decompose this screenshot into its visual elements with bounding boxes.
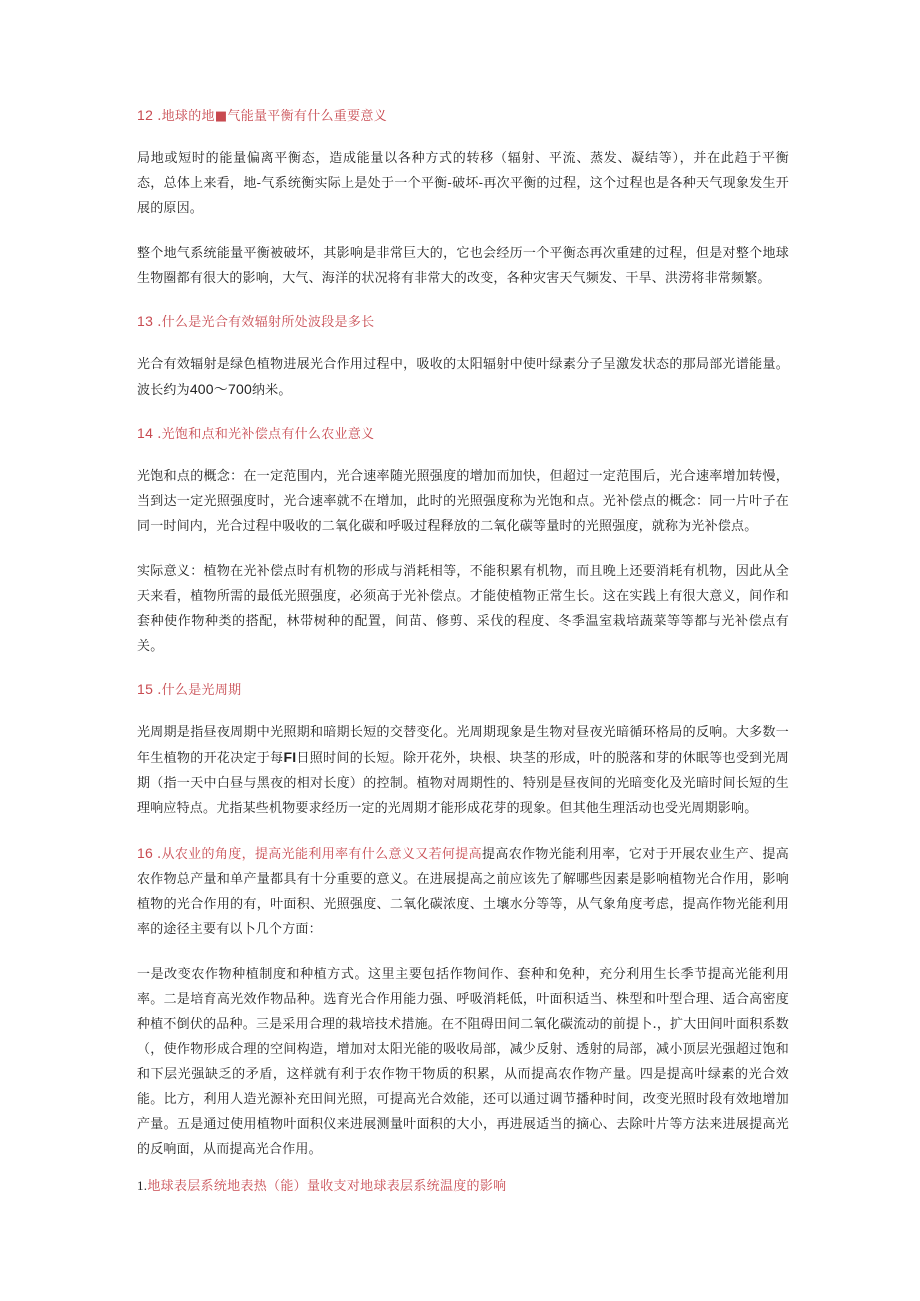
section-number: 13 (137, 313, 154, 329)
paragraph-text: 光合有效辐射是绿色植物进展光合作用过程中，吸收的太阳辐射中使叶绿素分子呈激发状态的那局部光谱能量。波长约为 (137, 357, 789, 398)
paragraph: 光饱和点的概念：在一定范围内，光合速率随光照强度的增加而加快，但超过一定范围后，光合速率增加转慢，当到达一定光照强度时，光合速率就不在增加，此时的光照强度称为光饱和点。光补偿点的概念：同一片叶子在同一时间内，光合过程中吸收的二氧化碳和呼吸过程释放的二氧化碳等量时的光照强度，就称为光补偿点。 (137, 469, 789, 534)
final-heading (137, 1176, 789, 1197)
section-number: 14 (137, 425, 154, 441)
paragraph-text: 提高农作物光能利用率，它对于开展农业生产、提高农作物总产量和单产量都具有十分重要的意义。在进展提高之前应该先了解哪些因素是影响植物光合作用，影响植物的光合作用的有，叶面积、光照强度、二氧化碳浓度、土壤水分等等，从气象角度考虑，提高作物光能利用率的途径主要有以卜几个方面： (137, 847, 789, 937)
section-16-heading (137, 847, 482, 862)
section-number: 16 (137, 845, 153, 861)
section-title: .什么是光合有效辐射所处波段是多长 (157, 315, 375, 330)
paragraph: 整个地气系统能量平衡被破坏，其影响是非常巨大的，它也会经历一个平衡态再次重建的过程，但是对整个地球生物圈都有很大的影响，大气、海洋的状况将有非常大的改变，各种灾害天气频发、干旱、洪涝将非常频繁。 (137, 246, 789, 286)
section-13-heading (137, 311, 789, 333)
section-title: .地球的地■气能量平衡有什么重要意义 (157, 109, 388, 124)
paragraph: 实际意义：植物在光补偿点时有机物的形成与消耗相等，不能积累有机物，而且晚上还要消耗有机物，因此从全天来看，植物所需的最低光照强度，必须高于光补偿点。才能使植物正常生长。这在实践上有很大意义，间作和套种使作物种类的搭配，林带树种的配置，间苗、修剪、采伐的程度、冬季温室栽培蔬菜等等都与光补偿点有关。 (137, 564, 789, 654)
section-15-heading (137, 679, 789, 701)
paragraph-text: 纳米。 (251, 383, 292, 398)
section-12-heading (137, 105, 789, 127)
section-title: .从农业的角度，提高光能利用率有什么意义又若何提高 (156, 847, 482, 862)
paragraph (137, 720, 789, 821)
section-number: 12 (137, 107, 154, 123)
section-16-paragraph (137, 841, 789, 942)
paragraph (137, 352, 789, 403)
paragraph: 局地或短时的能量偏离平衡态，造成能量以各种方式的转移（辐射、平流、蒸发、凝结等），并在此趋于平衡态，总体上来看，地-气系统衡实际上是处于一个平衡-破坏-再次平衡的过程，这个过程也是各种天气现象发生开展的原因。 (137, 151, 789, 216)
section-title: .什么是光周期 (157, 683, 242, 698)
section-number: 15 (137, 681, 154, 697)
wavelength-range: 400～700 (189, 381, 252, 397)
garbled-text: FI (283, 749, 297, 765)
paragraph: 一是改变农作物种植制度和种植方式。这里主要包括作物间作、套种和免种，充分利用生长季节提高光能利用率。二是培育高光效作物品种。选育光合作用能力强、呼吸消耗低，叶面积适当、株型和叶型合理、适合高密度种植不倒伏的品种。三是采用合理的栽培技术措施。在不阻碍田间二氧化碳流动的前提卜.，扩大田间叶面积系数（，使作物形成合理的空间构造，增加对太阳光能的吸收局部，减少反射、透射的局部，减小顶层光强超过饱和和下层光强缺乏的矛盾，这样就有利于农作物干物质的积累，从而提高农作物产量。四是提高叶绿素的光合效能。比方，利用人造光源补充田间光照，可提高光合效能，还可以通过调节播种时间，改变光照时段有效地增加产量。五是通过使用植物叶面积仪来进展测量叶面积的大小，再进展适当的摘心、去除叶片等方法来进展提高光的反响面，从而提高光合作用。 (137, 967, 789, 1157)
paragraph-text: 光周期是指昼夜周期中光照期和暗期长短的交替变化。光周期现象是生物对昼夜光暗循环格局的反响。大多数一年生植物的开花决定于每 (137, 725, 789, 766)
document-body (137, 105, 789, 1197)
section-title: .光饱和点和光补偿点有什么农业意义 (157, 427, 375, 442)
section-number: 1. (137, 1178, 148, 1193)
section-14-heading (137, 423, 789, 445)
paragraph-text: 日照时间的长短。除开花外，块根、块茎的形成，叶的脱落和芽的休眠等也受到光周期（指一天中白昼与黑夜的相对长度）的控制。植物对周期性的、特别是昼夜间的光暗变化及光暗时间长短的生理响应特点。尤指某些机物要求经历一定的光周期才能形成花芽的现象。但其他生理活动也受光周期影响。 (137, 751, 790, 816)
section-title: 地球表层系统地表热（能）量收支对地球表层系统温度的影响 (147, 1179, 507, 1194)
